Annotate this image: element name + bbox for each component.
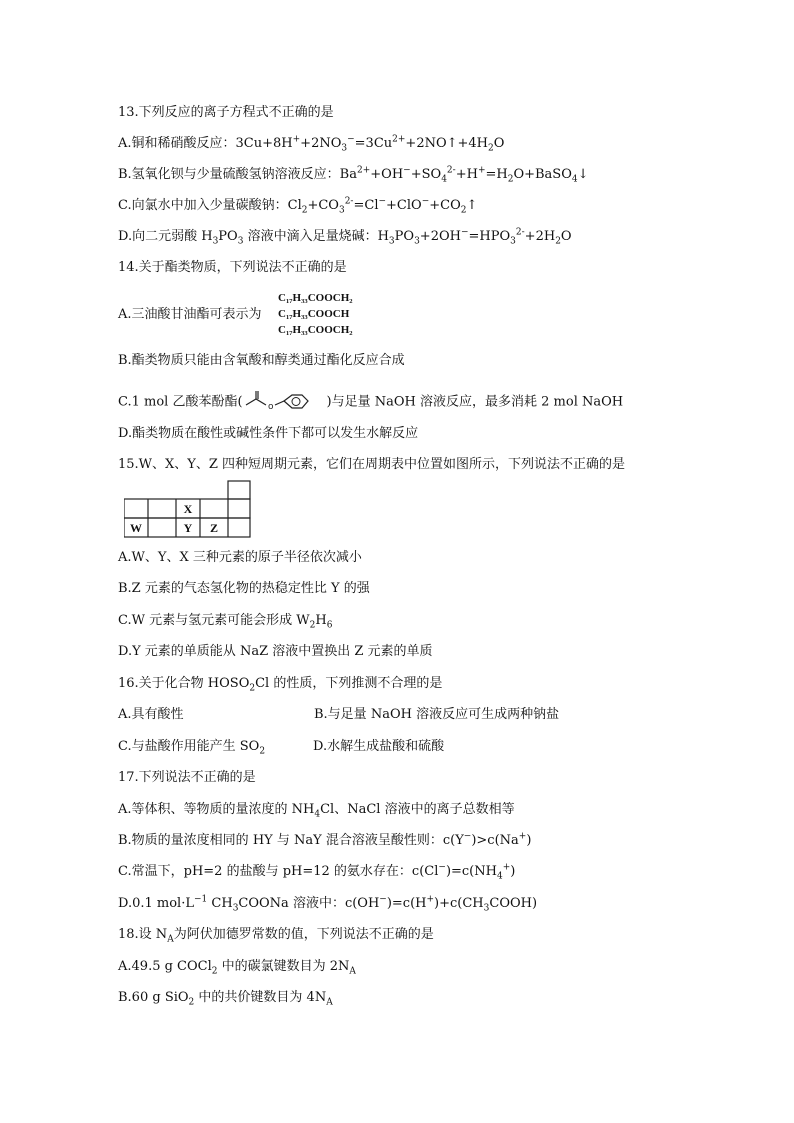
q13-option-c: C.向氯水中加入少量碳酸钠：$Cl_2+CO_3^{2-}=Cl^-+ClO^-+CO_2↑$ [118,196,478,216]
svg-text:o: o [267,402,274,412]
q15-option-c: C.W 元素与氢元素可能会形成 $W_2H_6$ [118,613,333,631]
element-z-label: Z [209,521,219,535]
q13-option-b: B.氢氧化钡与少量硫酸氢钠溶液反应：$Ba^{2+}+OH^-+SO_4^{2-}+H^+=H_2O+BaSO_4↓$ [118,165,589,185]
formula-line-2: C₁₇H₃₃COOCH [278,308,350,320]
q17-stem: 17.下列说法不正确的是 [118,770,256,785]
element-y-label: Y [183,521,193,535]
q17-option-b: B.物质的量浓度相同的 HY 与 NaY 混合溶液呈酸性则：c(Y−)>c(Na+) [118,831,532,848]
phenyl-acetate-structure-icon [244,389,326,415]
element-w-label: W [130,521,142,535]
q14-option-d: D.酯类物质在酸性或碱性条件下都可以发生水解反应 [118,426,419,441]
q14-option-c: C.1 mol 乙酸苯酚酯( o )与足量 NaOH 溶液反应，最多消耗 2 mol NaOH [118,389,623,415]
q13-stem: 13.下列反应的离子方程式不正确的是 [118,105,334,120]
q17-option-c: C.常温下，pH=2 的盐酸与 pH=12 的氨水存在：$c(Cl^-)=c(NH_4^+)$ [118,862,516,882]
q17-option-d: D.0.1 $mol\cdot L^{-1}$ $CH_3COONa$ 溶液中：$c(OH^-)=c(H^+)+c(CH_3COOH)$ [118,894,538,914]
q15-option-a: A.W、Y、X 三种元素的原子半径依次减小 [118,550,362,565]
q16-option-b: B.与足量 NaOH 溶液反应可生成两种钠盐 [314,707,560,722]
q16-stem: 16.关于化合物 $HOSO_2Cl$ 的性质，下列推测不合理的是 [118,676,443,694]
q13-option-a: A.铜和稀硝酸反应：$3Cu+8H^++2NO_3^-=3Cu^{2+}+2NO↑+4H_2O$ [118,134,505,154]
element-x-label: X [183,502,193,516]
q15-stem: 15.W、X、Y、Z 四种短周期元素，它们在周期表中位置如图所示，下列说法不正确的是 [118,457,626,472]
formula-line-1: C₁₇H₃₃COOCH₂ [278,292,353,304]
q14-option-b: B.酯类物质只能由含氧酸和醇类通过酯化反应合成 [118,353,405,368]
q16-option-a: A.具有酸性 [118,707,184,722]
q16-option-d: D.水解生成盐酸和硫酸 [313,739,445,754]
q18-stem: 18.设 $N_A$为阿伏加德罗常数的值，下列说法不正确的是 [118,927,434,945]
periodic-table-fragment [124,480,254,540]
q18-option-b: B.60 g SiO$_2$ 中的共价键数目为 $4N_A$ [118,990,333,1008]
formula-line-3: C₁₇H₃₃COOCH₂ [278,324,353,336]
q14-stem: 14.关于酯类物质，下列说法不正确的是 [118,260,347,275]
triolein-formula [278,290,353,338]
q17-option-a: A.等体积、等物质的量浓度的 $NH_4Cl$、NaCl 溶液中的离子总数相等 [118,802,515,820]
q14-option-a: A.三油酸甘油酯可表示为 [118,307,262,322]
q13-option-d: D.向二元弱酸 $H_3PO_3$ 溶液中滴入足量烧碱：$H_3PO_3+2OH^-=HPO_3^{2-}+2H_2O$ [118,227,572,247]
q15-option-d: D.Y 元素的单质能从 NaZ 溶液中置换出 Z 元素的单质 [118,644,433,659]
q18-option-a: A.49.5 g COCl$_2$ 中的碳氯键数目为 $2N_A$ [118,959,356,977]
q16-option-c: C.与盐酸作用能产生 $SO_2$ [118,739,266,757]
q15-option-b: B.Z 元素的气态氢化物的热稳定性比 Y 的强 [118,581,370,596]
